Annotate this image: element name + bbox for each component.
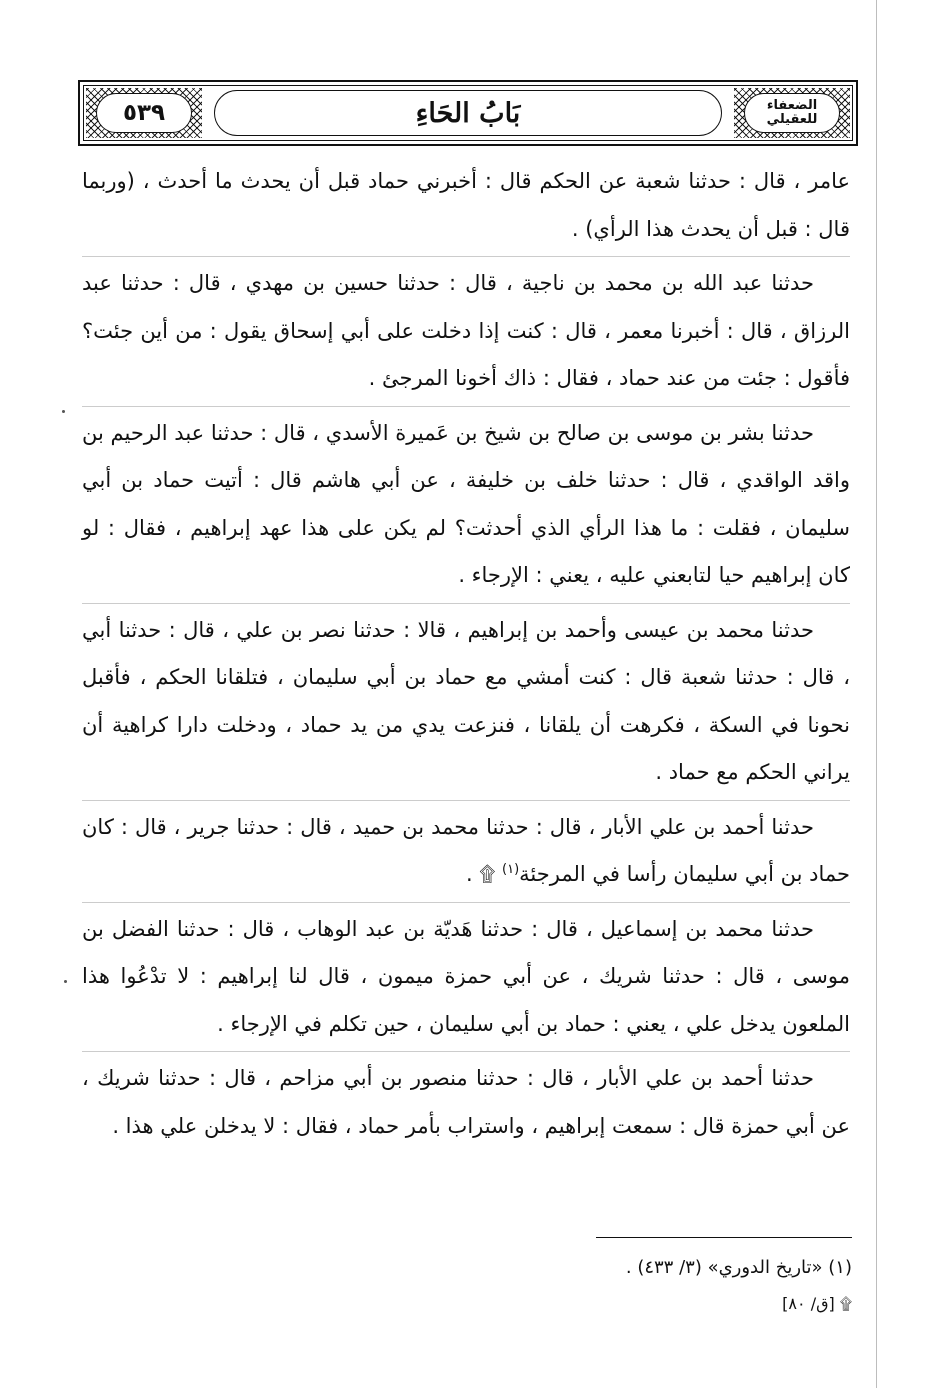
scan-speck — [62, 410, 65, 413]
manuscript-folio-marker: ۩ [ق/ ٨٠] — [782, 1294, 852, 1313]
paragraph: حدثنا محمد بن إسماعيل ، قال : حدثنا هَديّة بن عبد الوهاب ، قال : حدثنا الفضل بن موسى ، قال : حدثنا شريك ، عن أبي حمزة ميمون ، قال لنا إبراهيم : لا تدْعُوا هذا الملعون يدخل علي ، يعني : حماد بن أبي سليمان ، حين تكلم في الإرجاء . — [82, 916, 850, 1036]
paragraph: حدثنا أحمد بن علي الأبار ، قال : حدثنا منصور بن أبي مزاحم ، قال : حدثنا شريك ، عن أبي حمزة قال : سمعت إبراهيم ، واستراب بأمر حماد ، فقال : لا يدخلن علي هذا . — [82, 1066, 850, 1138]
page-number-cartouche — [96, 93, 192, 133]
footnote-reference[interactable]: (١) — [502, 862, 520, 877]
chapter-title: بَابُ الحَاءِ — [415, 97, 521, 129]
paragraph-text: حدثنا أحمد بن علي الأبار ، قال : حدثنا محمد بن حميد ، قال : حدثنا جرير ، قال : كان حماد بن أبي سليمان رأسا في المرجئة — [82, 814, 850, 886]
main-text — [82, 158, 850, 1150]
paragraph-text-end: ۩ . — [466, 862, 503, 886]
emblem-line-2: للعقيلي — [766, 112, 818, 127]
chapter-title-cartouche — [214, 90, 722, 136]
footnote-separator — [596, 1237, 852, 1238]
page-header — [78, 80, 858, 146]
paragraph: عامر ، قال : حدثنا شعبة عن الحكم قال : أخبرني حماد قبل أن يحدث ما أحدث ، (وربما قال : قبل أن يحدث هذا الرأي) . — [82, 169, 850, 241]
paragraph: حدثنا محمد بن عيسى وأحمد بن إبراهيم ، قالا : حدثنا نصر بن علي ، قال : حدثنا أبي ، قال : حدثنا شعبة قال : كنت أمشي مع حماد بن أبي سليمان ، فتلقانا الحكم ، فأقبل نحونا في السكة ، فكرهت أن يلقانا ، فنزعت يدي من يد حماد ، ودخلت دارا كراهية أن يراني الحكم مع حماد . — [82, 617, 850, 784]
page-edge-line — [876, 0, 877, 1388]
paragraph-divider — [82, 256, 850, 257]
footnote: (١) «تاريخ الدوري» (٣/ ٤٣٣) . — [625, 1257, 852, 1278]
paragraph-divider — [82, 603, 850, 604]
paragraph: حدثنا عبد الله بن محمد بن ناجية ، قال : حدثنا حسين بن مهدي ، قال : حدثنا عبد الرزاق ، قال : أخبرنا معمر ، قال : كنت إذا دخلت على أبي إسحاق يقول : من أين جئت؟ فأقول : جئت من عند حماد ، فقال : ذاك أخونا المرجئ . — [82, 271, 850, 390]
paragraph-divider — [82, 406, 850, 407]
paragraph — [82, 804, 850, 899]
footnotes — [450, 1250, 852, 1322]
emblem-line-1: الضعفاء — [766, 98, 818, 113]
paragraph-divider — [82, 902, 850, 903]
book-emblem-text — [767, 99, 818, 127]
book-emblem — [744, 93, 840, 133]
page-number: ٥٣٩ — [122, 100, 166, 126]
paragraph-divider — [82, 800, 850, 801]
paragraph: حدثنا بشر بن موسى بن صالح بن شيخ بن عَميرة الأسدي ، قال : حدثنا عبد الرحيم بن واقد الواقدي ، قال : حدثنا خلف بن خليفة ، عن أبي هاشم قال : أتيت حماد بن أبي سليمان ، فقلت : ما هذا الرأي الذي أحدثت؟ لم يكن على هذا عهد إبراهيم ، فقال : لو كان إبراهيم حيا لتابعني عليه ، يعني : الإرجاء . — [82, 420, 850, 587]
paragraph-divider — [82, 1051, 850, 1052]
scan-speck — [64, 980, 67, 983]
